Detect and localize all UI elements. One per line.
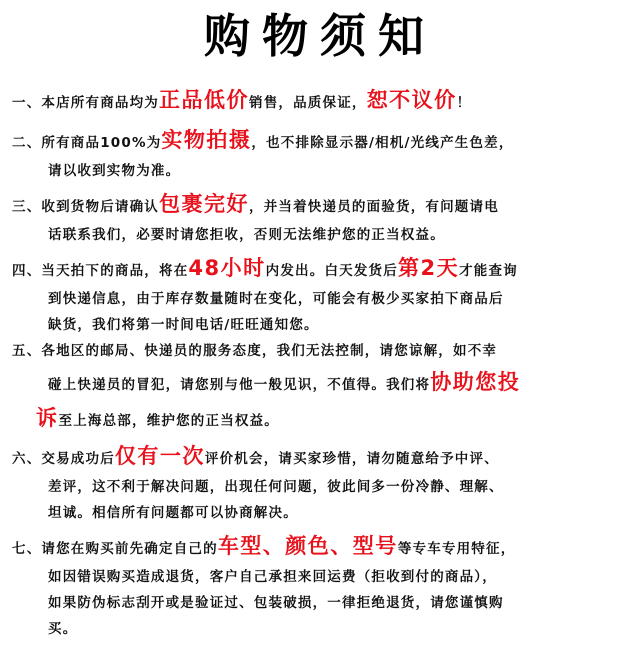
notice-text: 七、请您在购买前先确定自己的 (12, 541, 218, 557)
notice-text: ，并当着快递员的面验货，有问题请电 (249, 199, 499, 215)
notice-text: 差评，这不利于解决问题，出现任何问题，彼此间多一份冷静、理解、 (48, 479, 504, 495)
notice-line (12, 158, 634, 184)
notice-line (12, 122, 634, 158)
notice-text: 如果防伪标志刮开或是验证过、包装破损，一律拒绝退货，请您谨慎购 (48, 595, 504, 611)
notice-text: 评价机会，请买家珍惜，请勿随意给予中评、 (204, 451, 499, 467)
notice-item-2 (12, 122, 634, 184)
notice-line (12, 564, 634, 590)
notice-text: 至上海总部，维护您的正当权益。 (58, 413, 279, 429)
notice-line (12, 364, 634, 400)
notice-line (12, 528, 634, 564)
notice-line (12, 474, 634, 500)
highlight-text: 协助您投 (430, 370, 521, 394)
notice-item-5 (12, 338, 634, 436)
notice-text: 四、当天拍下的商品，将在 (12, 263, 189, 279)
highlight-text: 48小时 (188, 256, 266, 280)
notice-line (12, 312, 634, 338)
highlight-text: 车型、颜色、型号 (217, 534, 398, 558)
notice-line (12, 222, 634, 248)
notice-line (12, 590, 634, 616)
notice-text: 话联系我们，必要时请您拒收，否则无法维护您的正当权益。 (48, 227, 445, 243)
notice-line (12, 82, 634, 118)
notice-text: 二、所有商品100%为 (12, 135, 162, 151)
notice-text: 坦诚。相信所有问题都可以协商解决。 (48, 505, 298, 521)
highlight-text: 正品低价 (159, 88, 249, 112)
highlight-text: 实物拍摄 (161, 128, 252, 152)
notice-text: 缺货，我们将第一时间电话/旺旺通知您。 (48, 317, 319, 333)
notice-line (12, 500, 634, 526)
notice-line (12, 400, 634, 436)
notice-text: 一、本店所有商品均为 (12, 95, 159, 111)
notice-line (12, 286, 634, 312)
notice-text: 如因错误购买造成退货，客户自己承担来回运费（拒收到付的商品）， (48, 569, 497, 585)
notice-text: 才能查询 (459, 263, 518, 279)
highlight-text: 包裹完好 (159, 192, 249, 216)
notice-line (12, 438, 634, 474)
notice-item-4 (12, 250, 634, 338)
notice-item-6 (12, 438, 634, 526)
notice-line (12, 250, 634, 286)
notice-line (12, 186, 634, 222)
notice-item-7 (12, 528, 634, 642)
notice-text: 五、各地区的邮局、快递员的服务态度，我们无法控制，请您谅解，如不幸 (12, 343, 498, 359)
notice-line (12, 616, 634, 642)
notice-item-1 (12, 82, 634, 118)
notice-text: 请以收到实物为准。 (48, 163, 181, 179)
highlight-text: 恕不议价 (366, 88, 457, 112)
notice-text: ，也不排除显示器/相机/光线产生色差， (251, 135, 514, 151)
notice-text: 六、交易成功后 (12, 451, 115, 467)
notice-text: ！ (456, 95, 472, 111)
notice-text: 销售，品质保证， (249, 95, 367, 111)
notice-text: 到快递信息，由于库存数量随时在变化，可能会有极少买家拍下商品后 (48, 291, 504, 307)
notice-text: 内发出。白天发货后 (265, 263, 398, 279)
highlight-text: 仅有一次 (114, 444, 205, 468)
highlight-text: 第2天 (397, 256, 460, 280)
notice-text: 三、收到货物后请确认 (12, 199, 159, 215)
notice-text: 碰上快递员的冒犯，请您别与他一般见识，不值得。我们将 (48, 377, 431, 393)
notice-item-3 (12, 186, 634, 248)
highlight-text: 诉 (36, 406, 59, 430)
notice-text: 买。 (48, 621, 78, 637)
notice-text: 等专车专用特征， (397, 541, 516, 557)
page-title: 购物须知 (204, 9, 436, 63)
notice-line (12, 338, 634, 364)
